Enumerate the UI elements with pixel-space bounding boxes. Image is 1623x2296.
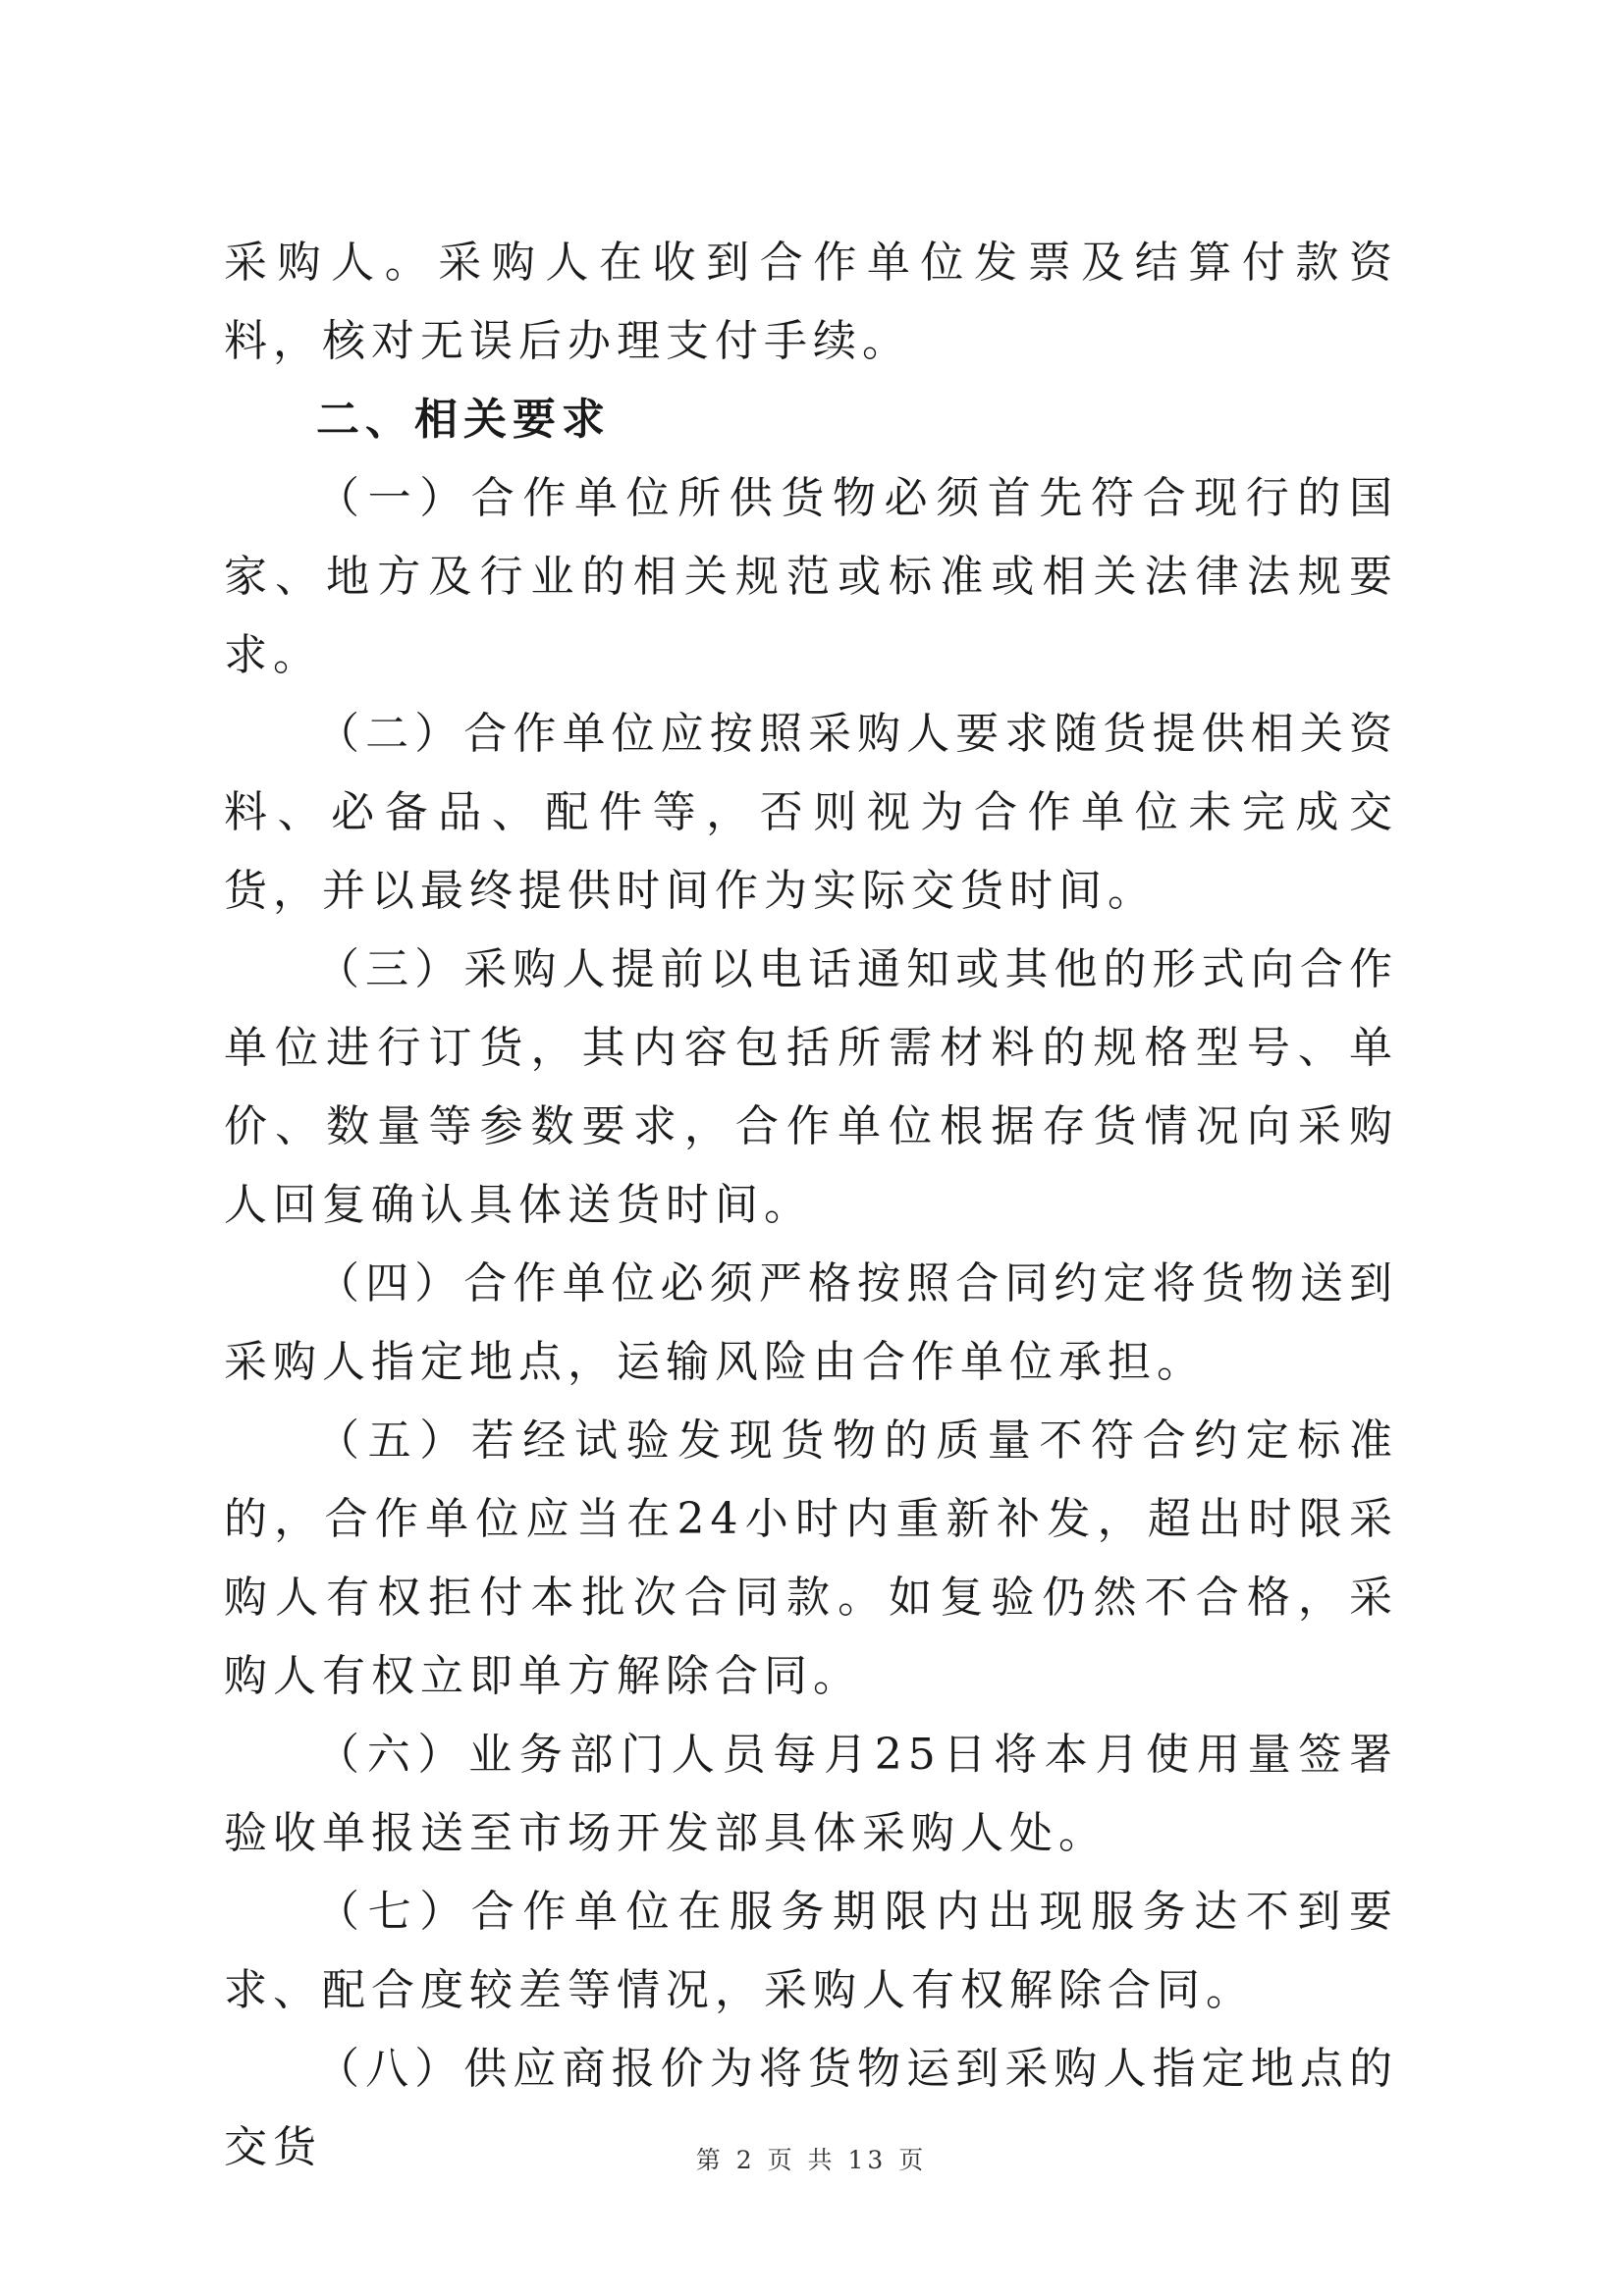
page-number-label: 第 2 页 共 13 页 — [695, 2146, 928, 2174]
paragraph-item-1: （一）合作单位所供货物必须首先符合现行的国家、地方及行业的相关规范或标准或相关法律法规要求。 — [224, 473, 1398, 680]
paragraph-item-2: （二）合作单位应按照采购人要求随货提供相关资料、必备品、配件等，否则视为合作单位未完成交货，并以最终提供时间作为实际交货时间。 — [224, 709, 1398, 916]
paragraph-item-8: （八）供应商报价为将货物运到采购人指定地点的交货 — [224, 2044, 1398, 2172]
document-body — [224, 224, 1398, 2187]
paragraph-item-6: （六）业务部门人员每月25日将本月使用量签署验收单报送至市场开发部具体采购人处。 — [224, 1730, 1398, 1858]
paragraph-item-3: （三）采购人提前以电话通知或其他的形式向合作单位进行订货，其内容包括所需材料的规格型号、单价、数量等参数要求，合作单位根据存货情况向采购人回复确认具体送货时间。 — [224, 944, 1398, 1230]
paragraph-item-7: （七）合作单位在服务期限内出现服务达不到要求、配合度较差等情况，采购人有权解除合同。 — [224, 1887, 1398, 2015]
section-heading: 二、相关要求 — [316, 395, 611, 445]
paragraph-item-4: （四）合作单位必须严格按照合同约定将货物送到采购人指定地点，运输风险由合作单位承担。 — [224, 1258, 1398, 1387]
paragraph-item-5: （五）若经试验发现货物的质量不符合约定标准的，合作单位应当在24小时内重新补发，超出时限采购人有权拒付本批次合同款。如复验仍然不合格，采购人有权立即单方解除合同。 — [224, 1415, 1398, 1701]
page-footer — [0, 2146, 1623, 2175]
paragraph-continuation: 采购人。采购人在收到合作单位发票及结算付款资料，核对无误后办理支付手续。 — [224, 238, 1398, 366]
